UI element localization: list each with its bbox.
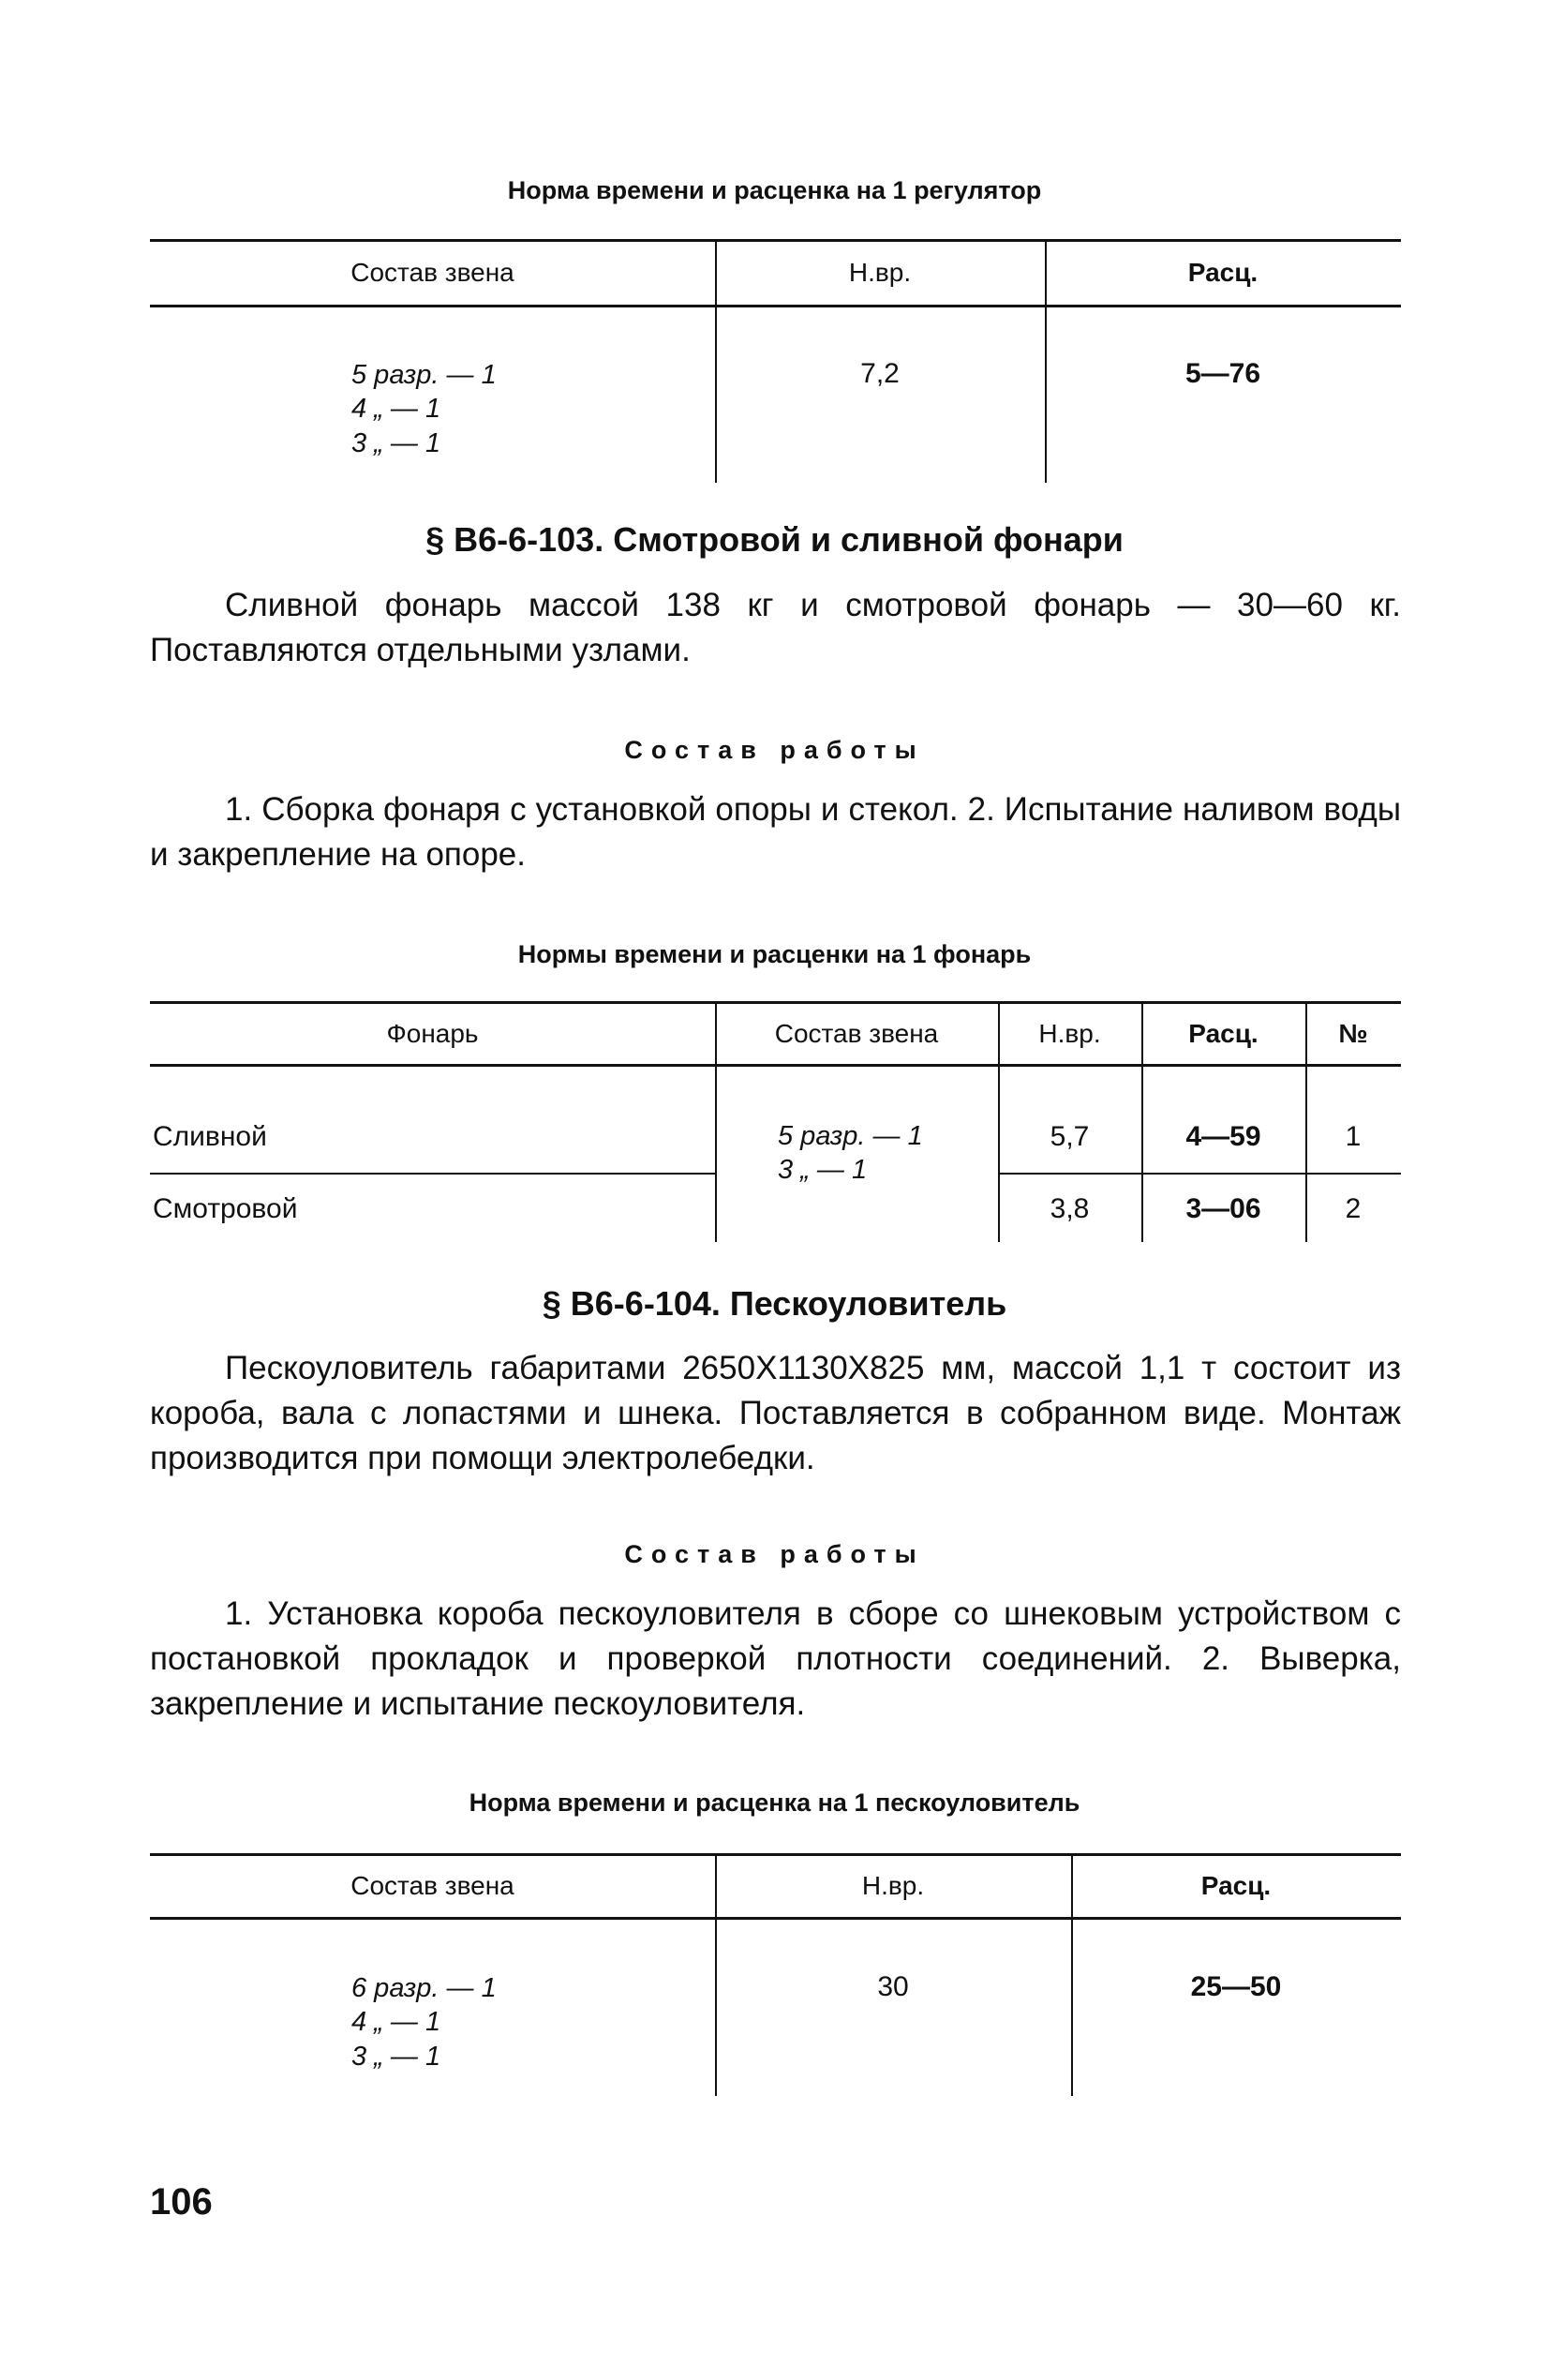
section-103-title: § В6-6-103. Смотровой и сливной фонари <box>425 520 1124 559</box>
crew-line: 4 „ — 1 <box>351 394 441 425</box>
section-104-title: § В6-6-104. Пескоуловитель <box>542 1284 1007 1323</box>
table3-header-rule <box>150 1917 1401 1920</box>
table2-header-rate: Расц. <box>1188 1019 1259 1048</box>
table2-row-rule-lantern <box>150 1173 715 1175</box>
table2-crew-list <box>778 1119 923 1188</box>
table1-crew-list <box>351 358 497 460</box>
table2-header-crew: Состав звена <box>774 1019 939 1048</box>
crew-line: 3 „ — 1 <box>778 1155 868 1186</box>
table3-rate-value: 25—50 <box>1190 1971 1282 2002</box>
page-number: 106 <box>150 2181 213 2223</box>
section-104-description: Пескоуловитель габаритами 2650Х1130Х825 мм, массой 1,1 т состоит из короба, вала с лопастями и шнека. Поставляется в собранном виде. Монтаж производится при помощи электролебедки. <box>150 1350 1401 1476</box>
table1-time-value: 7,2 <box>860 358 900 389</box>
table3-caption: Норма времени и расценка на 1 пескоуловитель <box>469 1789 1080 1817</box>
table1-top-rule <box>150 239 1401 242</box>
crew-line: 3 „ — 1 <box>351 427 441 458</box>
table2-row-lantern: Смотровой <box>153 1193 298 1224</box>
crew-line: 4 „ — 1 <box>351 2007 441 2038</box>
table3-header-rate: Расц. <box>1200 1871 1272 1900</box>
crew-line: 5 разр. — 1 <box>351 360 497 390</box>
table2-caption: Нормы времени и расценки на 1 фонарь <box>517 940 1032 968</box>
table2-row-time: 3,8 <box>1050 1193 1090 1224</box>
section-103-description: Сливной фонарь массой 138 кг и смотровой фонарь — 30—60 кг. Поставляются отдельными узлами. <box>150 587 1401 668</box>
table3-header-time: Н.вр. <box>861 1871 925 1900</box>
table1-header-rate: Расц. <box>1187 258 1259 287</box>
table1-header-rule <box>150 305 1401 307</box>
table2-row-rate: 4—59 <box>1185 1121 1261 1152</box>
table1-caption: Норма времени и расценка на 1 регулятор <box>507 176 1042 204</box>
table2-row-number: 1 <box>1345 1121 1362 1152</box>
table3-time-value: 30 <box>877 1971 909 2002</box>
table2-row-time: 5,7 <box>1050 1121 1090 1152</box>
section-104-work-heading: Состав работы <box>624 1540 925 1568</box>
table1-header-crew: Состав звена <box>350 258 514 287</box>
table3-header-crew: Состав звена <box>350 1871 514 1900</box>
crew-line: 5 разр. — 1 <box>778 1121 923 1151</box>
table1-rate-value: 5—76 <box>1184 358 1261 389</box>
crew-line: 6 разр. — 1 <box>351 1973 497 2003</box>
table2-header-rule <box>150 1064 1401 1067</box>
table2-row-number: 2 <box>1345 1193 1362 1224</box>
table2-header-time: Н.вр. <box>1038 1019 1101 1048</box>
section-103-work-text: 1. Сборка фонаря с установкой опоры и стекол. 2. Испытание наливом воды и закрепление на опоре. <box>150 791 1401 873</box>
section-103-work-heading: Состав работы <box>624 736 925 764</box>
table2-row-rule-values <box>998 1173 1401 1175</box>
crew-line: 3 „ — 1 <box>351 2041 441 2072</box>
table1-header-time: Н.вр. <box>848 258 912 287</box>
table2-row-rate: 3—06 <box>1185 1193 1261 1224</box>
table3-top-rule <box>150 1853 1401 1856</box>
table2-row-lantern: Сливной <box>153 1121 267 1152</box>
table2-header-lantern: Фонарь <box>386 1019 479 1048</box>
table3-crew-list <box>351 1971 497 2073</box>
section-104-work-text: 1. Установка короба пескоуловителя в сборе со шнековым устройством с постановкой прокладок и проверкой плотности соединений. 2. Выверка, закрепление и испытание пескоуловителя. <box>150 1595 1401 1722</box>
table2-header-number: № <box>1338 1019 1368 1048</box>
table2-top-rule <box>150 1001 1401 1004</box>
